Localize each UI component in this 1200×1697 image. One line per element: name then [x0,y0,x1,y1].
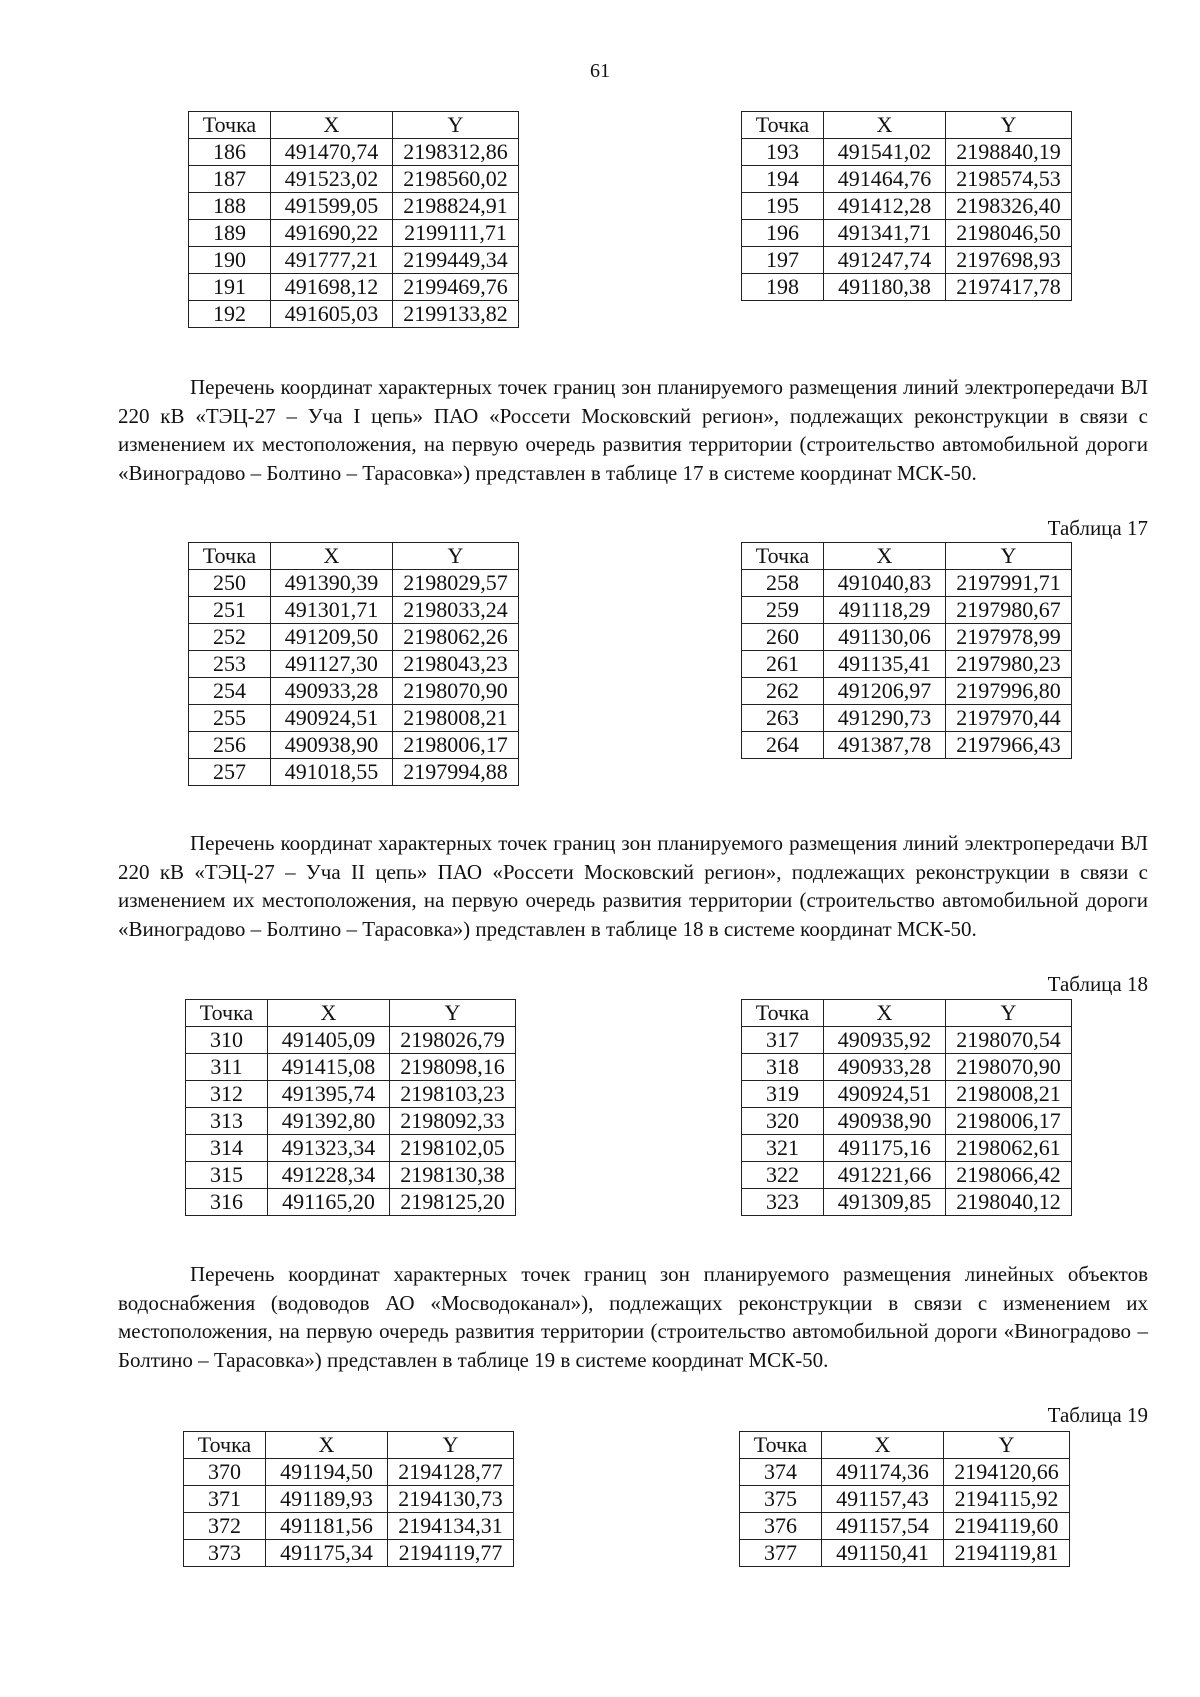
cell-point: 252 [189,624,271,651]
table-header-row [742,1000,1072,1027]
caption-table-17: Таблица 17 [1047,516,1148,540]
paragraph-table-18 [118,829,1148,943]
table-row [742,678,1072,705]
paragraph-table-17 [118,373,1148,487]
cell-x: 490933,28 [824,1054,946,1081]
cell-y: 2194119,81 [944,1540,1070,1567]
cell-y: 2199111,71 [393,220,519,247]
table-header-row [742,543,1072,570]
cell-x: 491309,85 [824,1189,946,1216]
table-header-row [740,1432,1070,1459]
header-x: X [268,1000,390,1027]
caption-table-18: Таблица 18 [1047,972,1148,996]
coord-table-18-right [741,999,1072,1216]
cell-y: 2198840,19 [946,139,1072,166]
cell-y: 2198006,17 [946,1108,1072,1135]
cell-point: 263 [742,705,824,732]
cell-point: 196 [742,220,824,247]
cell-point: 191 [189,274,271,301]
header-point: Точка [184,1432,266,1459]
table-row [189,651,519,678]
table-row [189,139,519,166]
page-number: 61 [590,60,610,82]
cell-x: 491412,28 [824,193,946,220]
cell-x: 491387,78 [824,732,946,759]
cell-point: 192 [189,301,271,328]
cell-x: 491127,30 [271,651,393,678]
cell-x: 491698,12 [271,274,393,301]
cell-y: 2198560,02 [393,166,519,193]
table-row [742,220,1072,247]
cell-x: 490924,51 [271,705,393,732]
table-row [742,274,1072,301]
cell-x: 491181,56 [266,1513,388,1540]
cell-point: 256 [189,732,271,759]
cell-x: 491228,34 [268,1162,390,1189]
table-row [742,1054,1072,1081]
cell-y: 2194119,60 [944,1513,1070,1540]
cell-y: 2194119,77 [388,1540,514,1567]
coord-table-17-right [741,542,1072,759]
cell-x: 490933,28 [271,678,393,705]
paragraph-text: Перечень координат характерных точек границ зон планируемого размещения линий электропередачи ВЛ 220 кВ «ТЭЦ-27 – Уча I цепь» ПАО «Россети Московский регион», подлежащих реконструкции в связи с изменением их местоположения, на первую очередь развития территории (строительство автомобильной дороги «Виноградово – Болтино – Тарасовка») представлен в таблице 17 в системе координат МСК-50. [118,375,1148,485]
cell-point: 262 [742,678,824,705]
cell-x: 491130,06 [824,624,946,651]
table-row [740,1513,1070,1540]
cell-y: 2198033,24 [393,597,519,624]
cell-y: 2198043,23 [393,651,519,678]
table-row [186,1108,516,1135]
cell-x: 491690,22 [271,220,393,247]
cell-y: 2194115,92 [944,1486,1070,1513]
cell-y: 2198824,91 [393,193,519,220]
table-row [742,166,1072,193]
coord-table-0-right [741,111,1072,301]
cell-point: 317 [742,1027,824,1054]
cell-x: 491157,54 [822,1513,944,1540]
cell-y: 2198103,23 [390,1081,516,1108]
cell-y: 2198008,21 [393,705,519,732]
cell-point: 374 [740,1459,822,1486]
table-row [742,624,1072,651]
header-y: Y [944,1432,1070,1459]
cell-point: 312 [186,1081,268,1108]
cell-x: 491523,02 [271,166,393,193]
table-row [742,651,1072,678]
table-row [186,1081,516,1108]
table-row [186,1135,516,1162]
cell-x: 491165,20 [268,1189,390,1216]
cell-x: 491541,02 [824,139,946,166]
cell-point: 259 [742,597,824,624]
cell-x: 490938,90 [824,1108,946,1135]
table-row [189,220,519,247]
cell-point: 377 [740,1540,822,1567]
cell-point: 194 [742,166,824,193]
cell-y: 2194120,66 [944,1459,1070,1486]
table-row [184,1486,514,1513]
cell-x: 491018,55 [271,759,393,786]
cell-y: 2198070,90 [393,678,519,705]
cell-x: 491290,73 [824,705,946,732]
coord-table-0-left [188,111,519,328]
table-row [186,1027,516,1054]
cell-y: 2198125,20 [390,1189,516,1216]
header-x: X [271,543,393,570]
cell-y: 2199469,76 [393,274,519,301]
cell-x: 490935,92 [824,1027,946,1054]
table-row [742,705,1072,732]
cell-point: 197 [742,247,824,274]
table-row [184,1540,514,1567]
cell-point: 370 [184,1459,266,1486]
cell-x: 491470,74 [271,139,393,166]
cell-x: 491405,09 [268,1027,390,1054]
table-row [186,1189,516,1216]
cell-y: 2198574,53 [946,166,1072,193]
header-y: Y [390,1000,516,1027]
cell-y: 2198098,16 [390,1054,516,1081]
cell-point: 320 [742,1108,824,1135]
header-point: Точка [742,543,824,570]
table-row [186,1162,516,1189]
cell-x: 491135,41 [824,651,946,678]
cell-point: 264 [742,732,824,759]
table-row [740,1486,1070,1513]
cell-y: 2197978,99 [946,624,1072,651]
cell-x: 491599,05 [271,193,393,220]
table-row [742,139,1072,166]
header-point: Точка [742,1000,824,1027]
cell-x: 491605,03 [271,301,393,328]
cell-point: 313 [186,1108,268,1135]
cell-point: 198 [742,274,824,301]
cell-point: 250 [189,570,271,597]
cell-y: 2199449,34 [393,247,519,274]
caption-table-19: Таблица 19 [1047,1403,1148,1427]
header-point: Точка [186,1000,268,1027]
paragraph-text: Перечень координат характерных точек границ зон планируемого размещения линий электропередачи ВЛ 220 кВ «ТЭЦ-27 – Уча II цепь» ПАО «Россети Московский регион», подлежащих реконструкции в связи с изменением их местоположения, на первую очередь развития территории (строительство автомобильной дороги «Виноградово – Болтино – Тарасовка») представлен в таблице 18 в системе координат МСК-50. [118,831,1148,941]
cell-y: 2198130,38 [390,1162,516,1189]
table-row [189,732,519,759]
header-x: X [824,1000,946,1027]
cell-point: 261 [742,651,824,678]
cell-y: 2198070,54 [946,1027,1072,1054]
cell-point: 373 [184,1540,266,1567]
table-row [742,1027,1072,1054]
cell-point: 257 [189,759,271,786]
table-header-row [186,1000,516,1027]
header-y: Y [946,112,1072,139]
cell-x: 491341,71 [824,220,946,247]
header-point: Точка [189,112,271,139]
table-row [189,624,519,651]
cell-x: 491175,34 [266,1540,388,1567]
table-row [184,1459,514,1486]
coord-table-19-left [183,1431,514,1567]
table-header-row [742,112,1072,139]
header-point: Точка [742,112,824,139]
cell-point: 195 [742,193,824,220]
cell-x: 491180,38 [824,274,946,301]
cell-y: 2198062,61 [946,1135,1072,1162]
cell-y: 2197417,78 [946,274,1072,301]
cell-y: 2197994,88 [393,759,519,786]
cell-point: 316 [186,1189,268,1216]
cell-y: 2194128,77 [388,1459,514,1486]
cell-y: 2198062,26 [393,624,519,651]
cell-x: 491194,50 [266,1459,388,1486]
paragraph-table-19 [118,1260,1148,1374]
cell-x: 491118,29 [824,597,946,624]
cell-x: 491301,71 [271,597,393,624]
table-row [742,732,1072,759]
header-point: Точка [740,1432,822,1459]
cell-y: 2198326,40 [946,193,1072,220]
table-header-row [189,112,519,139]
cell-point: 311 [186,1054,268,1081]
table-row [184,1513,514,1540]
header-point: Точка [189,543,271,570]
cell-point: 255 [189,705,271,732]
cell-x: 491209,50 [271,624,393,651]
cell-y: 2197980,23 [946,651,1072,678]
table-row [742,1135,1072,1162]
table-header-row [189,543,519,570]
cell-y: 2198008,21 [946,1081,1072,1108]
cell-point: 322 [742,1162,824,1189]
cell-point: 375 [740,1486,822,1513]
cell-y: 2197991,71 [946,570,1072,597]
cell-point: 258 [742,570,824,597]
cell-point: 315 [186,1162,268,1189]
cell-point: 310 [186,1027,268,1054]
cell-x: 490924,51 [824,1081,946,1108]
cell-point: 193 [742,139,824,166]
cell-point: 319 [742,1081,824,1108]
header-x: X [824,112,946,139]
cell-point: 186 [189,139,271,166]
table-row [186,1054,516,1081]
cell-y: 2198046,50 [946,220,1072,247]
table-row [742,570,1072,597]
cell-point: 314 [186,1135,268,1162]
cell-x: 491777,21 [271,247,393,274]
cell-y: 2197980,67 [946,597,1072,624]
cell-y: 2198312,86 [393,139,519,166]
cell-x: 491157,43 [822,1486,944,1513]
cell-y: 2198006,17 [393,732,519,759]
table-row [742,1081,1072,1108]
coord-table-17-left [188,542,519,786]
header-y: Y [946,543,1072,570]
table-row [189,597,519,624]
cell-x: 491395,74 [268,1081,390,1108]
cell-y: 2194134,31 [388,1513,514,1540]
table-row [742,1189,1072,1216]
header-y: Y [393,543,519,570]
table-row [189,678,519,705]
cell-point: 188 [189,193,271,220]
cell-point: 190 [189,247,271,274]
table-row [742,193,1072,220]
cell-point: 372 [184,1513,266,1540]
cell-point: 251 [189,597,271,624]
table-row [740,1459,1070,1486]
cell-point: 189 [189,220,271,247]
header-y: Y [393,112,519,139]
cell-x: 491323,34 [268,1135,390,1162]
cell-y: 2198029,57 [393,570,519,597]
coord-table-18-left [185,999,516,1216]
table-row [189,301,519,328]
cell-x: 491175,16 [824,1135,946,1162]
header-x: X [266,1432,388,1459]
header-x: X [822,1432,944,1459]
table-row [742,1162,1072,1189]
cell-y: 2198066,42 [946,1162,1072,1189]
coord-table-19-right [739,1431,1070,1567]
cell-x: 491174,36 [822,1459,944,1486]
cell-point: 254 [189,678,271,705]
cell-y: 2197996,80 [946,678,1072,705]
table-row [189,570,519,597]
cell-x: 491189,93 [266,1486,388,1513]
table-row [742,247,1072,274]
cell-y: 2197970,44 [946,705,1072,732]
cell-x: 491415,08 [268,1054,390,1081]
table-header-row [184,1432,514,1459]
cell-x: 490938,90 [271,732,393,759]
table-row [189,193,519,220]
table-row [742,1108,1072,1135]
cell-y: 2198070,90 [946,1054,1072,1081]
cell-y: 2198026,79 [390,1027,516,1054]
paragraph-text: Перечень координат характерных точек границ зон планируемого размещения линейных объектов водоснабжения (водоводов АО «Мосводоканал»), подлежащих реконструкции в связи с изменением их местоположения, на первую очередь развития территории (строительство автомобильной дороги «Виноградово – Болтино – Тарасовка») представлен в таблице 19 в системе координат МСК-50. [118,1262,1148,1372]
table-row [189,247,519,274]
cell-y: 2198092,33 [390,1108,516,1135]
cell-point: 321 [742,1135,824,1162]
cell-point: 371 [184,1486,266,1513]
table-row [740,1540,1070,1567]
cell-y: 2198102,05 [390,1135,516,1162]
table-row [189,274,519,301]
cell-point: 318 [742,1054,824,1081]
cell-point: 260 [742,624,824,651]
cell-point: 376 [740,1513,822,1540]
cell-y: 2199133,82 [393,301,519,328]
table-row [189,759,519,786]
header-y: Y [388,1432,514,1459]
cell-x: 491392,80 [268,1108,390,1135]
header-x: X [824,543,946,570]
cell-y: 2197698,93 [946,247,1072,274]
cell-x: 491464,76 [824,166,946,193]
cell-x: 491040,83 [824,570,946,597]
cell-x: 491206,97 [824,678,946,705]
table-row [189,166,519,193]
table-row [189,705,519,732]
cell-y: 2194130,73 [388,1486,514,1513]
cell-x: 491221,66 [824,1162,946,1189]
cell-x: 491247,74 [824,247,946,274]
cell-x: 491390,39 [271,570,393,597]
cell-point: 323 [742,1189,824,1216]
cell-point: 187 [189,166,271,193]
cell-x: 491150,41 [822,1540,944,1567]
cell-y: 2198040,12 [946,1189,1072,1216]
header-y: Y [946,1000,1072,1027]
table-row [742,597,1072,624]
header-x: X [271,112,393,139]
cell-y: 2197966,43 [946,732,1072,759]
cell-point: 253 [189,651,271,678]
